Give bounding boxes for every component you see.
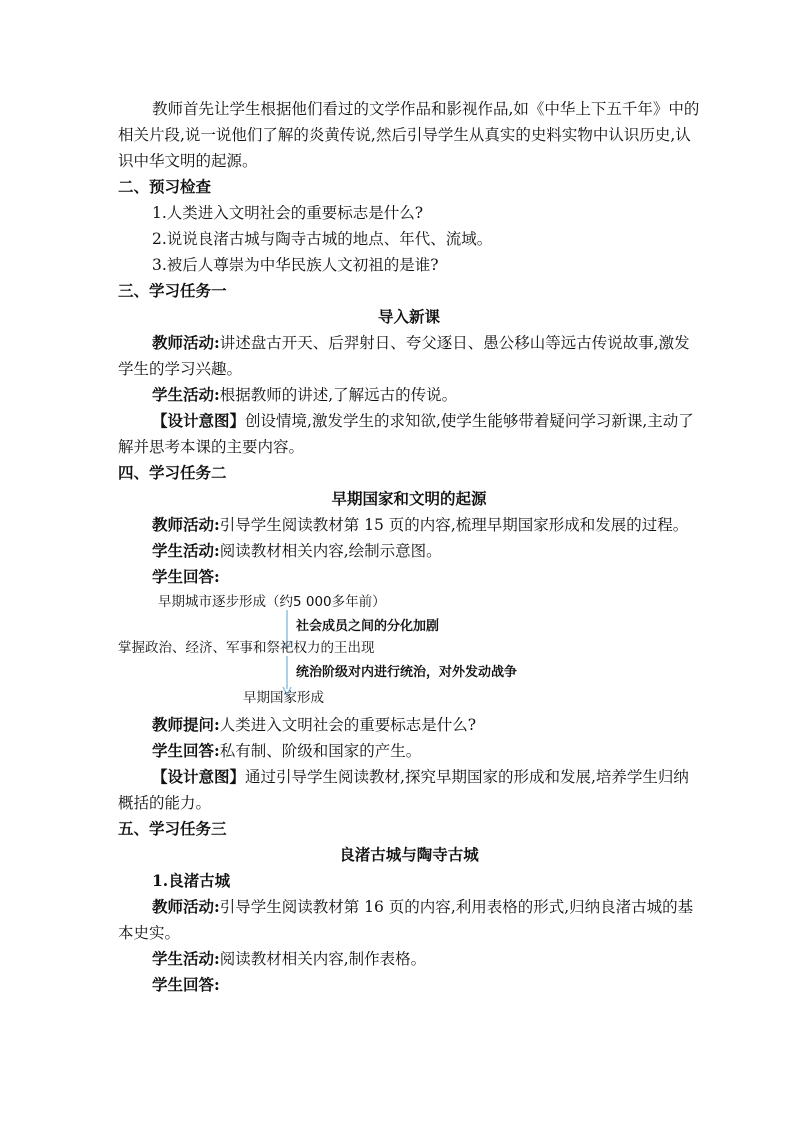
flow-edge-label-2: 统治阶级对内进行统治，对外发动战争 bbox=[296, 665, 518, 680]
flow-node-king-appears: 掌握政治、经济、军事和祭祀权力的王出现 bbox=[118, 640, 375, 656]
section-heading-task1: 三、学习任务一 bbox=[118, 281, 227, 300]
task2-student-activity bbox=[118, 538, 700, 564]
section-heading-task3: 五、学习任务三 bbox=[118, 819, 227, 838]
text: 通过引导学生阅读教材,探究早期国家的形成和发展,培养学生归纳概括的能力。 bbox=[118, 768, 689, 812]
text: 根据教师的讲述,了解远古的传说。 bbox=[219, 386, 458, 404]
section-heading-task2: 四、学习任务二 bbox=[118, 463, 227, 482]
label: 教师活动: bbox=[152, 515, 220, 534]
label: 教师提问: bbox=[152, 715, 220, 734]
label: 学生活动: bbox=[152, 541, 220, 560]
flow-edge-label-1: 社会成员之间的分化加剧 bbox=[296, 619, 440, 634]
text: 讲述盘古开天、后羿射日、夸父逐日、愚公移山等远古传说故事,激发学生的学习兴趣。 bbox=[118, 334, 690, 378]
label: 【设计意图】 bbox=[152, 767, 246, 786]
label: 教师活动: bbox=[152, 333, 220, 352]
preview-question-2: 2.说说良渚古城与陶寺古城的地点、年代、流域。 bbox=[152, 230, 493, 248]
flow-node-early-state: 早期国家形成 bbox=[243, 690, 324, 706]
task2-subtitle: 早期国家和文明的起源 bbox=[331, 489, 487, 508]
label: 教师活动: bbox=[152, 897, 220, 916]
preview-question-3: 3.被后人尊崇为中华民族人文初祖的是谁? bbox=[152, 256, 439, 274]
task2-teacher-question bbox=[118, 712, 700, 738]
task1-student-activity bbox=[118, 382, 700, 408]
task3-answer-label: 学生回答: bbox=[152, 975, 220, 994]
intro-paragraph: 教师首先让学生根据他们看过的文学作品和影视作品,如《中华上下五千年》中的相关片段,说一说他们了解的炎黄传说,然后引导学生从真实的史料实物中认识历史,认识中华文明的起源。 bbox=[118, 100, 700, 170]
text: 创设情境,激发学生的求知欲,使学生能够带着疑问学习新课,主动了解并思考本课的主要内容。 bbox=[118, 412, 694, 456]
text: 私有制、阶级和国家的产生。 bbox=[219, 742, 422, 760]
text: 人类进入文明社会的重要标志是什么? bbox=[219, 716, 477, 734]
text: 引导学生阅读教材第 15 页的内容,梳理早期国家形成和发展的过程。 bbox=[219, 516, 689, 534]
task1-subtitle: 导入新课 bbox=[377, 307, 440, 326]
task3-student-activity bbox=[118, 946, 700, 972]
section-heading-preview: 二、预习检查 bbox=[118, 177, 212, 196]
task1-teacher-activity bbox=[118, 330, 700, 382]
task2-teacher-activity bbox=[118, 512, 700, 538]
task3-subheading-liangzhu: 1.良渚古城 bbox=[152, 871, 231, 890]
task2-design-intent bbox=[118, 764, 700, 816]
label: 学生活动: bbox=[152, 385, 220, 404]
task3-teacher-activity bbox=[118, 894, 700, 946]
flow-node-early-cities: 早期城市逐步形成（约5 000多年前） bbox=[158, 594, 386, 610]
task2-answer-label: 学生回答: bbox=[152, 567, 220, 586]
text: 引导学生阅读教材第 16 页的内容,利用表格的形式,归纳良渚古城的基本史实。 bbox=[118, 898, 694, 942]
state-formation-flowchart bbox=[118, 590, 700, 712]
document-page bbox=[118, 96, 700, 998]
preview-question-1: 1.人类进入文明社会的重要标志是什么? bbox=[152, 204, 424, 222]
label: 学生回答: bbox=[152, 741, 220, 760]
text: 阅读教材相关内容,制作表格。 bbox=[219, 950, 427, 968]
task2-student-reply bbox=[118, 738, 700, 764]
task3-subtitle: 良渚古城与陶寺古城 bbox=[339, 845, 479, 864]
text: 阅读教材相关内容,绘制示意图。 bbox=[219, 542, 442, 560]
label: 学生活动: bbox=[152, 949, 220, 968]
task1-design-intent bbox=[118, 408, 700, 460]
label: 【设计意图】 bbox=[152, 411, 246, 430]
